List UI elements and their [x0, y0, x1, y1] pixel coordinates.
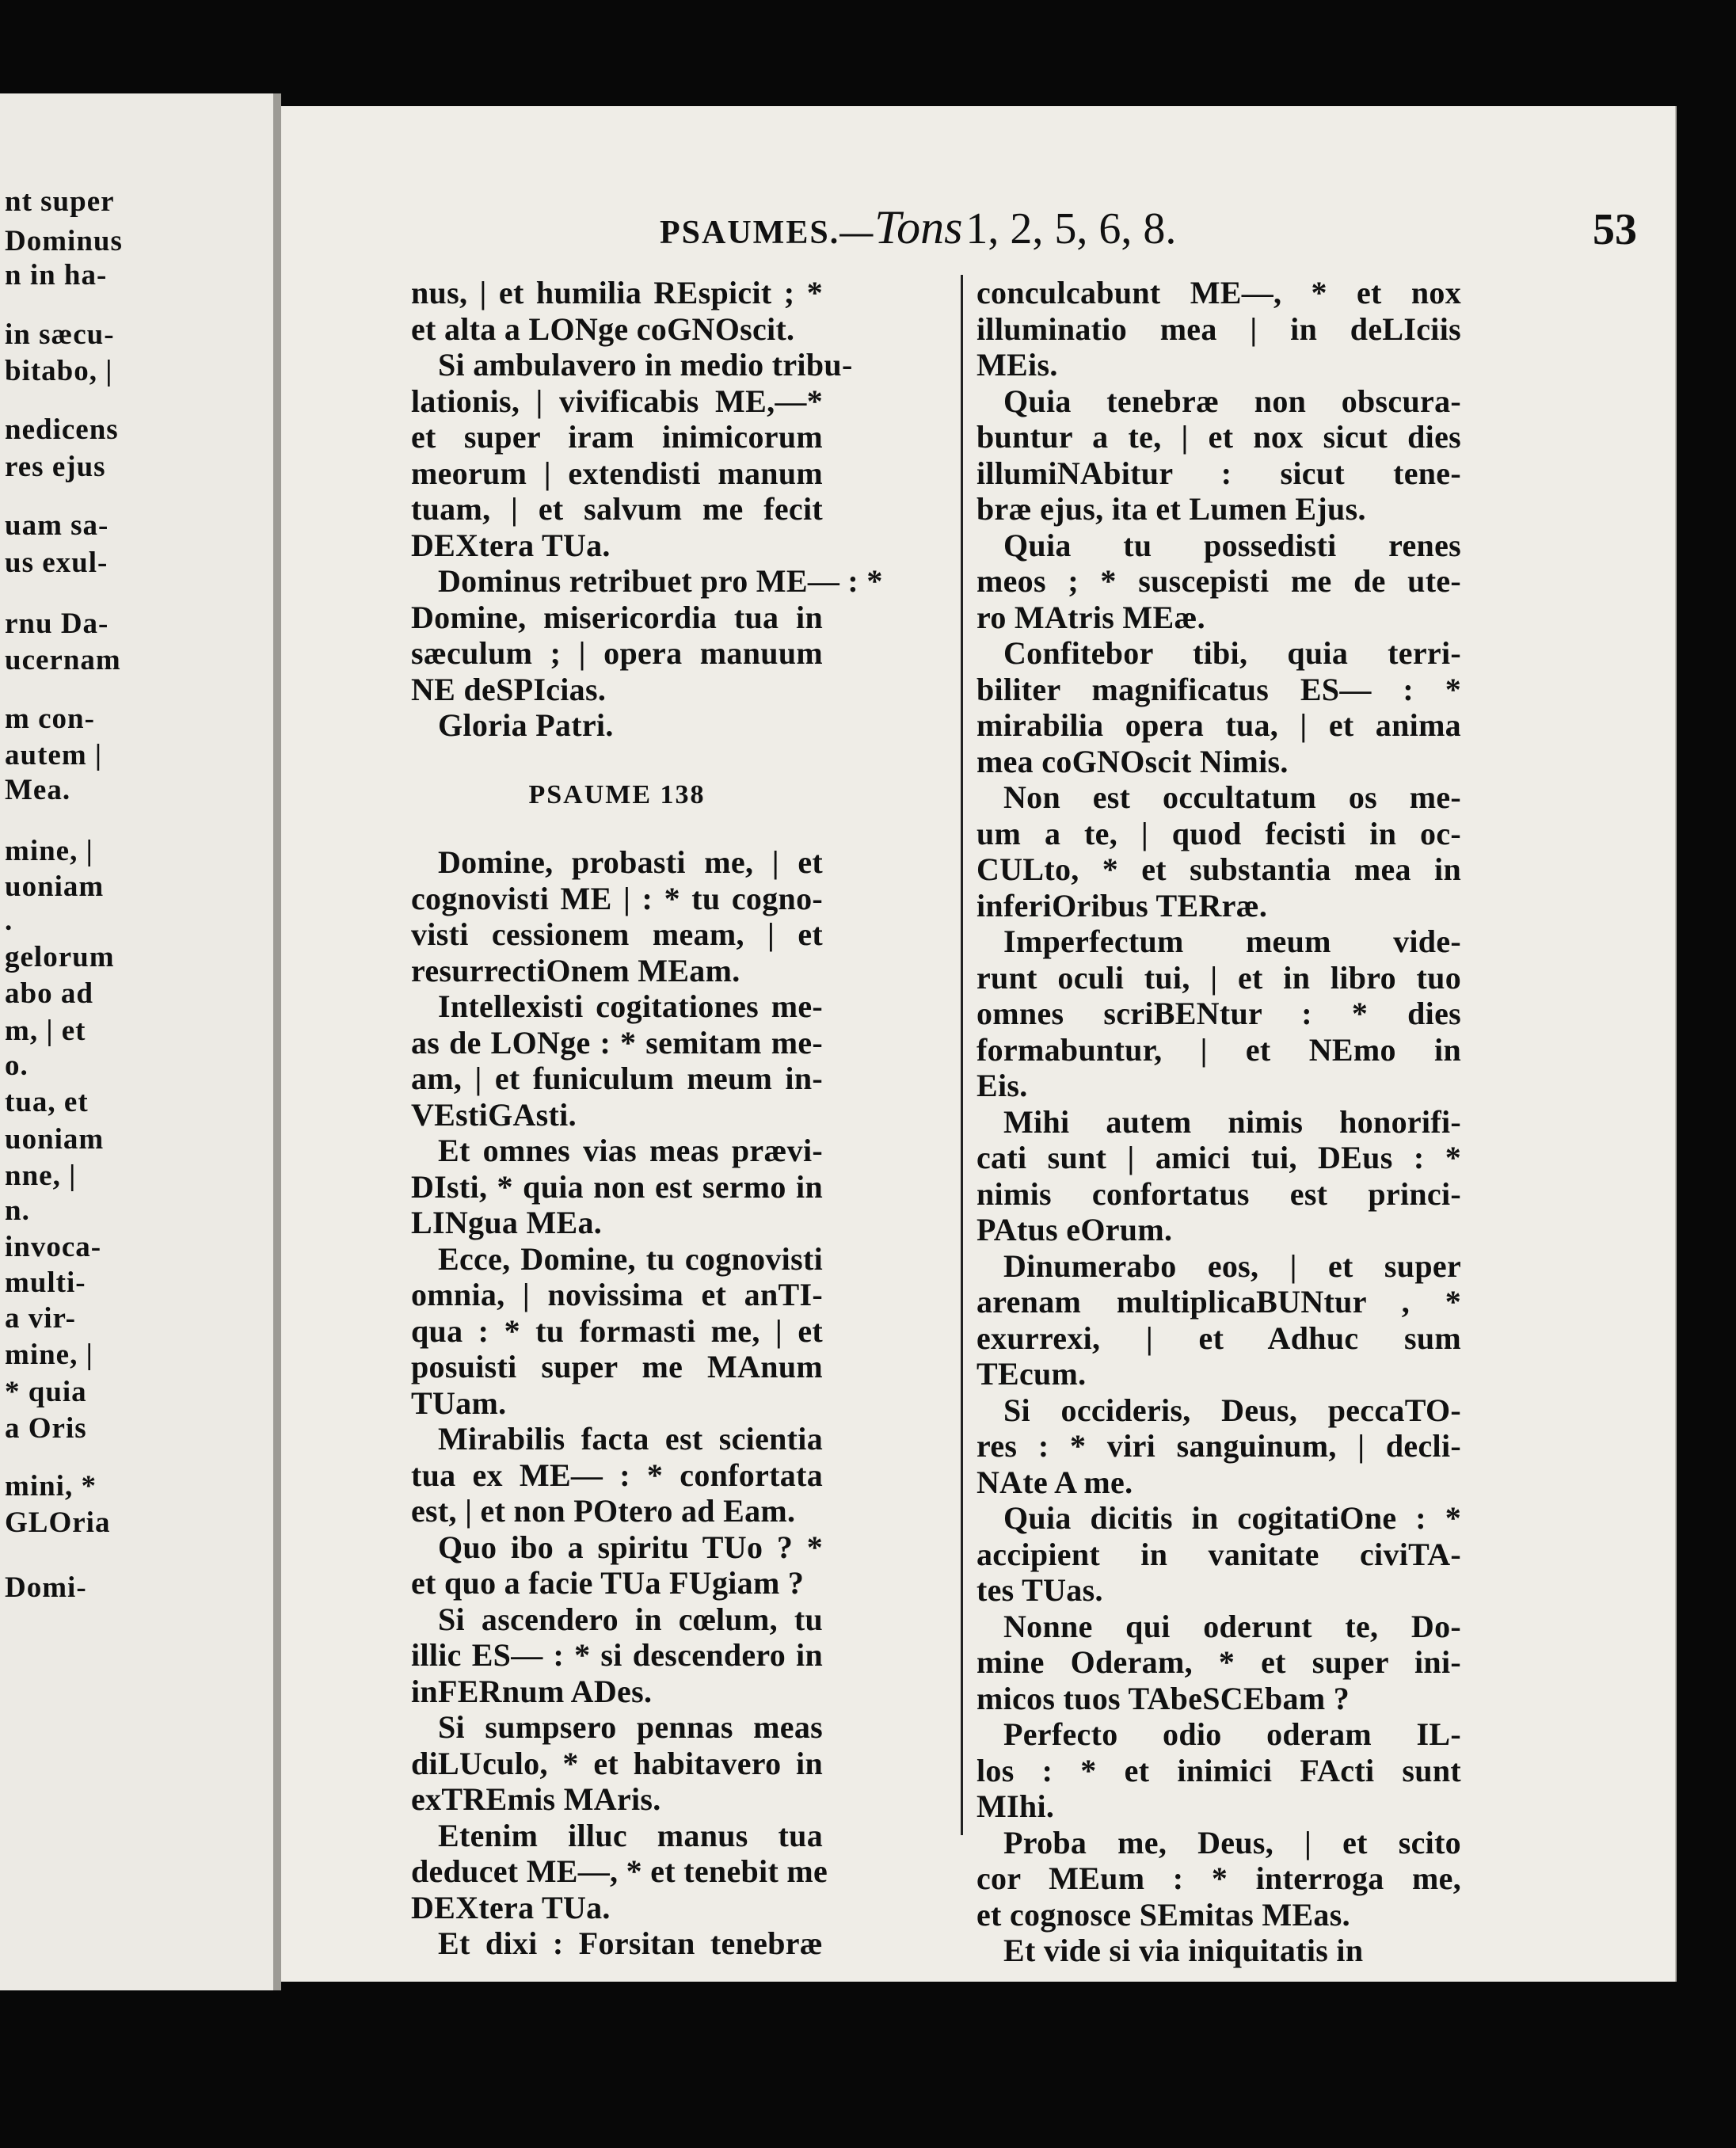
text-line: conculcabunt ME—, * et nox: [976, 275, 1461, 310]
text-line: Nonne qui oderunt te, Do-: [1003, 1608, 1461, 1644]
text-line: mirabilia opera tua, | et anima: [976, 707, 1461, 743]
left-page-line: uam sa-: [5, 509, 109, 542]
text-line: visti cessionem meam, | et: [411, 916, 823, 952]
left-page-line: .: [5, 905, 13, 937]
left-page-line: Domi-: [5, 1571, 87, 1604]
text-line: Dinumerabo eos, | et super: [1003, 1247, 1461, 1284]
text-line: Quo ibo a spiritu TUo ? *: [438, 1529, 823, 1565]
text-line: arenam multiplicaBUNtur , *: [976, 1284, 1461, 1320]
text-line: bræ ejus, ita et Lumen Ejus.: [976, 491, 1366, 527]
text-line: Et dixi : Forsitan tenebræ: [438, 1925, 823, 1961]
text-line: et cognosce SEmitas MEas.: [976, 1896, 1350, 1933]
text-line: Imperfectum meum vide-: [1003, 924, 1461, 959]
left-page-line: a Oris: [5, 1412, 87, 1445]
left-page-line: mine, |: [5, 1339, 93, 1371]
text-line: DIsti, * quia non est sermo in: [411, 1168, 823, 1205]
left-page-line: nne, |: [5, 1160, 77, 1192]
text-line: meos ; * suscepisti me de ute-: [976, 563, 1461, 599]
left-page-line: abo ad: [5, 977, 93, 1010]
text-line: tua ex ME— : * confortata: [411, 1457, 823, 1493]
text-line: Si occideris, Deus, peccaTO-: [1003, 1392, 1461, 1428]
left-page-line: uoniam: [5, 1123, 105, 1156]
text-line: LINgua MEa.: [411, 1205, 603, 1240]
text-line: Si ascendero in cœlum, tu: [438, 1601, 823, 1637]
text-line: cati sunt | amici tui, DEus : *: [976, 1140, 1461, 1175]
text-line: illuminatio mea | in deLIciis: [976, 310, 1461, 347]
text-line: DEXtera TUa.: [411, 527, 611, 563]
text-line: et super iram inimicorum: [411, 419, 823, 455]
left-page-line: nt super: [5, 185, 115, 218]
left-page-line: Dominus: [5, 225, 123, 257]
text-line: nimis confortatus est princi-: [976, 1175, 1461, 1212]
left-page-line: GLOria: [5, 1506, 111, 1539]
text-line: accipient in vanitate civiTA-: [976, 1536, 1461, 1572]
text-line: cognovisti ME | : * tu cogno-: [411, 880, 823, 916]
left-page-line: * quia: [5, 1376, 87, 1408]
left-page-line: nedicens: [5, 413, 119, 446]
left-page-line: ucernam: [5, 644, 121, 676]
left-page-line: o.: [5, 1049, 29, 1082]
text-line: sæculum ; | opera manuum: [411, 635, 823, 671]
text-line: Et omnes vias meas prævi-: [438, 1133, 823, 1168]
text-line: omnes scriBENtur : * dies: [976, 996, 1461, 1031]
book-gutter: [273, 93, 281, 1990]
text-line: CULto, * et substantia mea in: [976, 851, 1461, 887]
running-head-tons: Tons: [874, 201, 963, 253]
text-line: diLUculo, * et habitavero in: [411, 1745, 823, 1781]
text-line: MEis.: [976, 347, 1058, 383]
left-page-line: gelorum: [5, 941, 115, 973]
text-line: los : * et inimici FActi sunt: [976, 1752, 1461, 1788]
left-page-line: multi-: [5, 1266, 86, 1299]
text-line: um a te, | quod fecisti in oc-: [976, 815, 1461, 851]
text-line: Quia tenebræ non obscura-: [1003, 383, 1461, 419]
left-page-line: uoniam: [5, 870, 105, 903]
text-line: mine Oderam, * et super ini-: [976, 1644, 1461, 1680]
text-line: biliter magnificatus ES— : *: [976, 671, 1461, 707]
text-line: exurrexi, | et Adhuc sum: [976, 1320, 1461, 1356]
text-line: Ecce, Domine, tu cognovisti: [438, 1240, 823, 1277]
text-line: Non est occultatum os me-: [1003, 779, 1461, 815]
text-line: mea coGNOscit Nimis.: [976, 743, 1289, 779]
column-right: [976, 275, 1461, 1969]
text-line: Si ambulavero in medio tribu-: [438, 347, 853, 383]
text-line: res : * viri sanguinum, | decli-: [976, 1428, 1461, 1464]
text-line: Proba me, Deus, | et scito: [1003, 1824, 1461, 1860]
text-line: TUam.: [411, 1384, 507, 1421]
text-line: NE deSPIcias.: [411, 671, 607, 707]
text-line: NAte A me.: [976, 1464, 1133, 1500]
psalm-heading: PSAUME 138: [528, 779, 706, 809]
left-page-line: n in ha-: [5, 259, 108, 291]
text-line: et quo a facie TUa FUgiam ?: [411, 1565, 805, 1601]
left-page-line: m, | et: [5, 1015, 86, 1047]
page: [281, 106, 1675, 1982]
text-line: nus, | et humilia REspicit ; *: [411, 275, 823, 310]
text-line: tes TUas.: [976, 1572, 1103, 1608]
text-line: Quia tu possedisti renes: [1003, 527, 1461, 563]
text-line: Quia dicitis in cogitatiOne : *: [1003, 1500, 1461, 1536]
left-page-line: invoca-: [5, 1231, 102, 1263]
text-line: deducet ME—, * et tenebit me: [411, 1853, 828, 1889]
text-line: Mihi autem nimis honorifi-: [1003, 1103, 1461, 1140]
text-line: inferiOribus TERræ.: [976, 887, 1268, 924]
text-line: Perfecto odio oderam IL-: [1003, 1716, 1461, 1752]
text-line: am, | et funiculum meum in-: [411, 1061, 823, 1096]
left-page-line: n.: [5, 1194, 30, 1227]
text-line: Mirabilis facta est scientia: [438, 1421, 823, 1457]
left-page-line: mine, |: [5, 835, 93, 867]
text-line: Dominus retribuet pro ME— : *: [438, 563, 883, 599]
left-page-line: mini, *: [5, 1470, 97, 1502]
left-page-line: in sæcu-: [5, 318, 115, 351]
text-line: Intellexisti cogitationes me-: [438, 988, 823, 1024]
text-line: formabuntur, | et NEmo in: [976, 1031, 1461, 1068]
text-line: Domine, misericordia tua in: [411, 599, 823, 635]
text-line: est, | et non POtero ad Eam.: [411, 1493, 796, 1529]
text-line: TEcum.: [976, 1356, 1087, 1392]
running-head-tons-numbers: 1, 2, 5, 6, 8.: [965, 204, 1177, 253]
text-line: qua : * tu formasti me, | et: [411, 1312, 823, 1349]
left-page-line: autem |: [5, 739, 103, 771]
text-line: lationis, | vivificabis ME,—*: [411, 383, 823, 419]
text-line: cor MEum : * interroga me,: [976, 1860, 1461, 1896]
text-line: MIhi.: [976, 1788, 1055, 1824]
text-line: Eis.: [976, 1068, 1028, 1103]
text-line: ro MAtris MEæ.: [976, 599, 1205, 635]
text-line: inFERnum ADes.: [411, 1673, 653, 1709]
text-line: illumiNAbitur : sicut tene-: [976, 455, 1461, 491]
left-page-fragment: [0, 93, 273, 1990]
text-line: VEstiGAsti.: [411, 1096, 577, 1133]
text-line: micos tuos TAbeSCEbam ?: [976, 1680, 1350, 1716]
text-line: illic ES— : * si descendero in: [411, 1637, 823, 1673]
left-page-line: Mea.: [5, 774, 71, 806]
text-line: Domine, probasti me, | et: [438, 844, 823, 880]
text-line: meorum | extendisti manum: [411, 455, 823, 491]
text-line: et alta a LONge coGNOscit.: [411, 310, 795, 347]
text-line: Etenim illuc manus tua: [438, 1817, 823, 1853]
text-line: PAtus eOrum.: [976, 1212, 1173, 1247]
column-left: [411, 275, 883, 1962]
left-page-line: bitabo, |: [5, 355, 113, 387]
text-line: Si sumpsero pennas meas: [438, 1709, 823, 1745]
running-head-title: PSAUMES.—: [660, 215, 875, 251]
text-line: exTREmis MAris.: [411, 1781, 661, 1817]
left-page-line: a vir-: [5, 1302, 76, 1335]
text-line: runt oculi tui, | et in libro tuo: [976, 959, 1461, 996]
left-page-line: m con-: [5, 703, 95, 735]
running-head: [660, 200, 1634, 264]
column-rule: [961, 275, 963, 1835]
left-page-line: tua, et: [5, 1086, 89, 1118]
left-page-line: rnu Da-: [5, 607, 109, 640]
text-line: omnia, | novissima et anTI-: [411, 1277, 823, 1312]
text-line: DEXtera TUa.: [411, 1889, 611, 1925]
text-line: Gloria Patri.: [438, 707, 614, 743]
page-number: 53: [1593, 205, 1637, 254]
left-page-line: us exul-: [5, 547, 108, 579]
text-line: resurrectiOnem MEam.: [411, 952, 740, 988]
text-line: tuam, | et salvum me fecit: [411, 491, 823, 527]
text-line: Confitebor tibi, quia terri-: [1003, 635, 1461, 671]
text-line: as de LONge : * semitam me-: [411, 1024, 823, 1061]
text-line: buntur a te, | et nox sicut dies: [976, 419, 1461, 455]
left-page-line: res ejus: [5, 451, 106, 483]
text-line: Et vide si via iniquitatis in: [1003, 1933, 1364, 1968]
text-line: posuisti super me MAnum: [411, 1349, 823, 1384]
